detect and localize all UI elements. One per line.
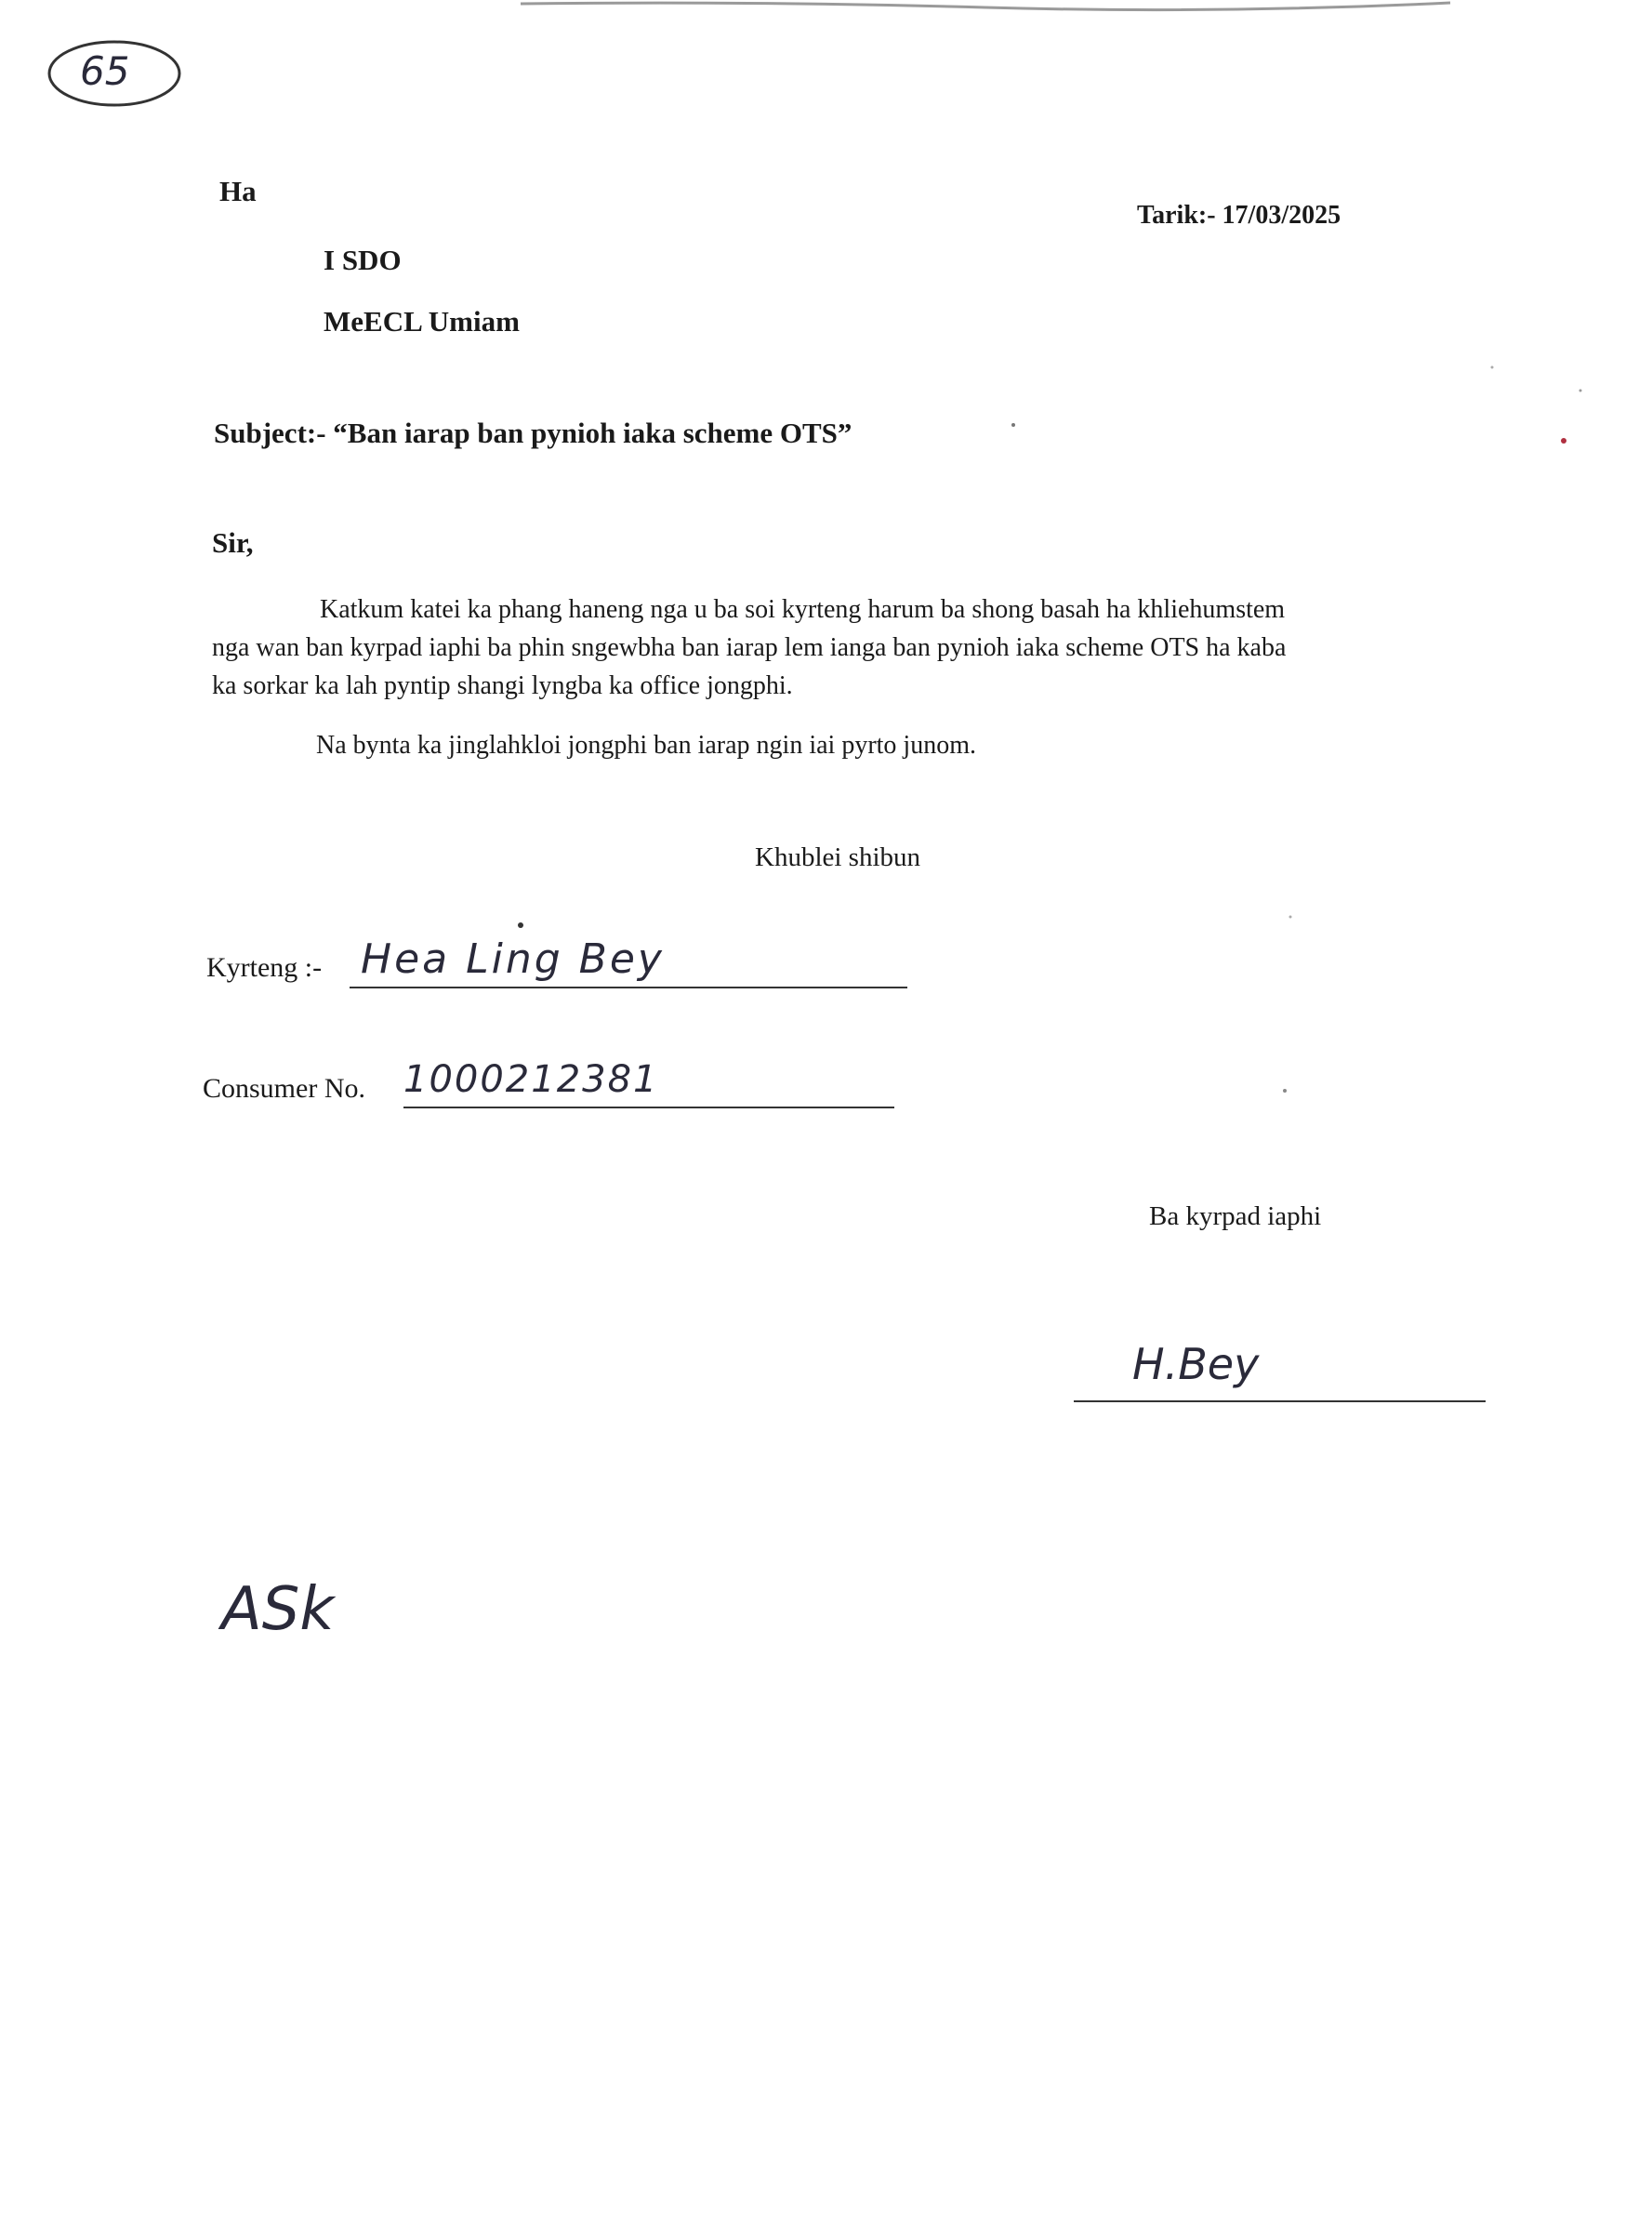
body-paragraph-2: Na bynta ka jinglahkloi jongphi ban iarap ngin iai pyrto junom. bbox=[316, 731, 976, 760]
body-paragraph-1-line3: ka sorkar ka lah pyntip shangi lyngba ka office jongphi. bbox=[212, 671, 793, 700]
recipient-line1: I SDO bbox=[324, 244, 402, 276]
sign-off: Ba kyrpad iaphi bbox=[1149, 1201, 1322, 1231]
body-paragraph-1-line2: nga wan ban kyrpad iaphi ba phin sngewbha ban iarap lem ianga ban pynioh iaka scheme OTS ha kaba bbox=[212, 633, 1287, 662]
name-value: Hea Ling Bey bbox=[361, 935, 665, 983]
page-number: 65 bbox=[80, 48, 130, 94]
date-line: Tarik:- 17/03/2025 bbox=[1137, 201, 1341, 230]
body-paragraph-1-line1: Katkum katei ka phang haneng nga u ba soi kyrteng harum ba shong basah ha khliehumstem bbox=[320, 595, 1286, 624]
subject-line: Subject:- “Ban iarap ban pynioh iaka scheme OTS” bbox=[214, 417, 852, 449]
name-label: Kyrteng :- bbox=[206, 952, 323, 983]
initials: ASk bbox=[221, 1575, 335, 1644]
consumer-value: 1000212381 bbox=[403, 1058, 659, 1101]
signature: H.Bey bbox=[1132, 1339, 1260, 1389]
consumer-label: Consumer No. bbox=[203, 1073, 365, 1104]
greeting: Sir, bbox=[212, 526, 254, 559]
closing: Khublei shibun bbox=[755, 842, 921, 872]
salutation-to: Ha bbox=[219, 175, 257, 207]
recipient-line2: MeECL Umiam bbox=[324, 305, 520, 338]
